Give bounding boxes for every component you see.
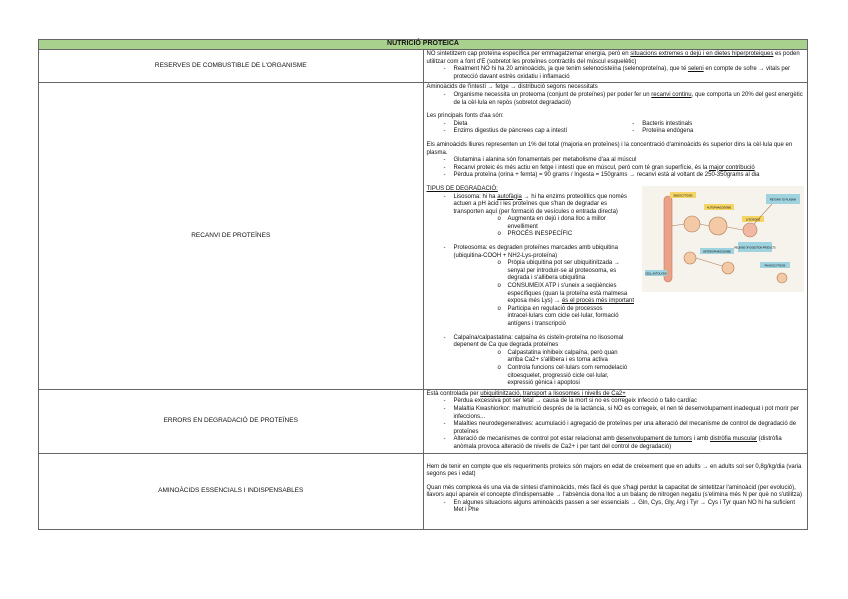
list-item: [427, 335, 635, 388]
row-reserves: [39, 50, 808, 83]
list-item: [427, 66, 805, 81]
box-heterophagosome: HETEROPHAGOSOME: [703, 250, 731, 254]
table-title: NUTRICIÓ PROTEICA: [39, 40, 808, 50]
list-item: - Dieta: [427, 121, 616, 129]
free-aa-list: [427, 157, 805, 180]
box-autolysis: CELL AUTOLYSIS: [645, 272, 667, 276]
box-return: RETURN TO PLASMA: [769, 198, 797, 202]
list-item: - Malaltia Kwashiorkor: malnutrició després de la lactància, si NO es corregeix, el nen té desenvolupament inadequat i pot morir per infeccions...: [427, 406, 805, 421]
requirements-paragraph: Hem de tenir en compte que els requeriments proteics són majors en edat de creixement que en adults → en adults sol ser 0,8g/kg/dia (varia segons pes i edat): [426, 463, 802, 478]
sources-left-list: [427, 121, 616, 136]
nutrition-table: [38, 39, 808, 530]
text-span: CONSUMEIX ATP i s'uneix a seqüències específiques (quan la proteïna està malmesa exposa més Lys) →: [507, 283, 628, 305]
proteasome-list: [427, 245, 635, 329]
list-item: - Pèrdua excessiva pot ser letal → causa de la mort si no es corregeix infecció o fallo cardíac: [427, 398, 805, 406]
lysosome-list: [427, 194, 635, 240]
errors-intro: [427, 391, 805, 399]
box-phagocytosis: PHAGOCYTOSIS: [764, 264, 786, 268]
box-endocytosis: ENDOCYTOSIS: [673, 194, 693, 198]
text-span: Alteració de mecanismes de control pot estar relacionat amb: [453, 436, 617, 443]
row-label-reserves: RESERVES DE COMBUSTIBLE DE L'ORGANISME: [39, 50, 424, 83]
underlined-text: desenvolupament de tumors: [616, 436, 692, 443]
list-item: - Proteïna endògena: [615, 128, 804, 136]
text-span: Recanvi proteic és més actiu en fetge i intestí que en múscul, però com té gran superfície, és la: [453, 164, 709, 171]
list-item: - Glutamina i alanina són fonamentals per metabolisme d'aa al múscul: [427, 157, 805, 165]
list-item: [427, 92, 805, 107]
row-recanvi: [39, 83, 808, 389]
essencials-list: [427, 500, 805, 515]
text-span: Proteosoma: es degraden proteïnes marcades amb ubiquitina (ubiquitina-COOH + NH2-Lys-proteïna): [453, 245, 618, 259]
sub-list: [454, 216, 635, 239]
text-span: Està controlada per: [426, 390, 481, 397]
text-span: , que comporta un 20% del gest energètic de la cèl·lula en repòs (sobretot degradació): [453, 91, 803, 106]
intestine-line: Aminoàcids de l'intestí → fetge → distribució segons necessitats: [426, 84, 598, 91]
content-essencials: [423, 453, 808, 530]
list-item: - Pèrdua proteïna (orina + femta) = 90 grams / Ingesta = 150grams → recanvi està al voltant de 250-350grams al dia: [427, 172, 805, 180]
list-item: - Enzims digestius de pàncrees cap a intestí: [427, 128, 616, 136]
underlined-text: situacions extremes o dejú i en dietes hiperproteiques: [630, 51, 774, 57]
list-item: o Calpastatina inhibeix calpaïna, però quan arriba Ca2+ s'allibera i es torna activa: [454, 350, 635, 365]
list-item: [454, 283, 635, 306]
box-lysosome: LYSOSOME: [745, 218, 761, 222]
list-item: - En algunes situacions alguns aminoàcids passen a ser essencials → Gln, Cys, Gly, Arg i Tyr → Cys i Tyr quan NO hi ha suficient Met i Phe: [427, 500, 805, 515]
row-label-errors: ERRORS EN DEGRADACIÓ DE PROTEÏNES: [39, 389, 424, 453]
text-span: Realment NO hi ha 20 aminoàcids, ja que tenim selenocisteïna (selenoproteïna), que té: [453, 66, 688, 73]
list-item: - Bacteris intestinals: [615, 121, 804, 129]
sources-right-list: [615, 121, 804, 136]
reserves-paragraph: [427, 51, 805, 66]
errors-list: [427, 398, 805, 451]
vesicle: [743, 223, 757, 237]
underlined-text: seleni: [687, 66, 704, 73]
list-item: o PROCÉS INESPECÍFIC: [454, 231, 635, 239]
underlined-text: autofàgia: [497, 193, 522, 200]
content-reserves: [423, 50, 808, 83]
underlined-text: és el procés més important: [561, 298, 634, 305]
free-aa-paragraph: Els aminoàcids lliures representen un 1% del total (majoria en proteïnes) i la concentració d'aminoàcids és superior dins la cèl·lula que en plasma.: [426, 141, 793, 156]
degradation-section: [427, 186, 805, 388]
cell-membrane: [664, 196, 672, 282]
text-span: i amb: [691, 436, 710, 443]
list-item: [427, 194, 635, 240]
box-release: RELEASE OF DIGESTION PRODUCTS: [734, 247, 776, 250]
calpain-list: [427, 335, 635, 388]
text-span: en compte de sofre → vitals per protecció davant estrès oxidatiu i inflamació: [453, 66, 791, 80]
list-item: - Malalties neurodegeneratives: acumulació i agregació de proteïnes per una alteració del mecanisme de control de degradació de proteïnes: [427, 421, 805, 436]
content-recanvi: [423, 83, 808, 389]
list-item: o Participa en regulació de processos intracel·lulars com cicle cel·lular, formació antígens i transcripció: [454, 306, 635, 329]
list-item: [427, 245, 635, 329]
list-item: o Augmenta en dejú i dona lloc a millor envelliment: [454, 216, 635, 231]
indispensable-paragraph: Quan més complexa és una via de síntesi d'aminoàcids, més fàcil és que s'hagi perdut la capacitat de sintetitzar l'aminoàcid (per evolució), llavors aquí apareix el concepte d'indispensable → l'absència dona lloc a un balanç de nitrogen negatiu (s'elimina més N per què no s'utilitza): [426, 484, 802, 499]
list-item: o Pròpia ubiquitina pot ser ubiquitinitzada → senyal per introduir-se al proteosoma, es degrada i s'allibera ubiquitina: [454, 260, 635, 283]
text-span: Lisosoma: hi ha: [453, 193, 498, 200]
text-span: Calpaïna/calpastatina: calpaïna és cisteïn-proteïna no lisosomal depenent de Ca que degrada proteïnes: [453, 334, 624, 349]
underlined-text: major contribució: [708, 164, 755, 171]
underlined-text: ubiquitinització, transport a lisosomes i nivells de Ca2+: [480, 390, 626, 397]
row-essencials: [39, 453, 808, 530]
sub-list: [454, 260, 635, 328]
text-span: NO sintetitzem cap proteïna específica per emmagatzemar energia, però en: [426, 51, 631, 57]
vesicle: [709, 217, 727, 235]
degradation-types-heading: TIPUS DE DEGRADACIÓ:: [426, 185, 498, 192]
text-span: (distròfia anòmala provoca alteració de nivells de Ca2+ i per tant del control de degradació): [453, 436, 782, 450]
reserves-list: [427, 66, 805, 81]
vesicle: [684, 252, 696, 264]
row-label-recanvi: RECANVI DE PROTEÏNES: [39, 83, 424, 389]
list-item: o Controla funcions cel·lulars com remodelació citoesquelet, progressió cicle cel·lular, expressió gènica i apoptosi: [454, 365, 635, 388]
text-span: es poden utilitzar com a font d'E (sobretot les proteïnes contràctils del múscul esquelètic): [426, 51, 800, 65]
sub-list: [454, 350, 635, 388]
row-label-essencials: AMINOÀCIDS ESSENCIALS I INDISPENSABLES: [39, 453, 424, 530]
title-row: [39, 40, 808, 50]
text-span: Organisme necessita un proteoma (conjunt de proteïnes) per poder fer un: [453, 91, 652, 98]
list-item: [427, 436, 805, 451]
sources-intro: Les principals fonts d'aa són:: [426, 113, 504, 120]
list-item: [427, 165, 805, 173]
text-span: → hi ha enzims proteolítics que només actuen a pH àcid i les proteïnes que s'han de degradar es transporten aquí (per formació de vesícules o entrada directa): [453, 193, 627, 215]
underlined-text: distròfia muscular: [709, 436, 757, 443]
underlined-text: recanvi continu: [651, 91, 692, 98]
content-errors: [423, 389, 808, 453]
proteome-list: [427, 92, 805, 107]
vesicle: [777, 273, 787, 283]
autophagy-figure: [642, 186, 804, 292]
vesicle: [684, 216, 700, 232]
box-autophagosome: AUTOPHAGOSOME: [706, 206, 732, 210]
sources-columns: [427, 121, 805, 136]
vesicle: [722, 262, 734, 274]
row-errors: [39, 389, 808, 453]
